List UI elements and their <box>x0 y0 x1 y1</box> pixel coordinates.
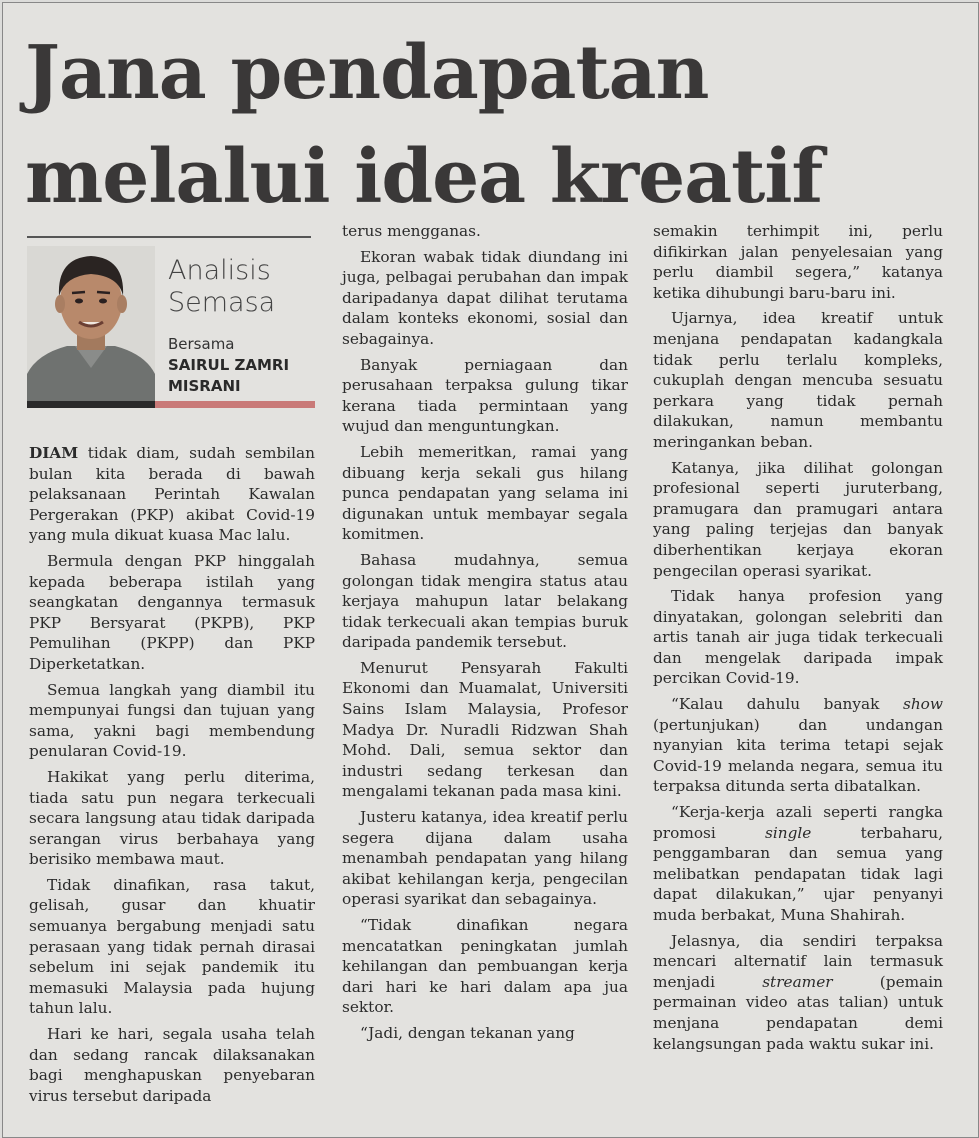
paragraph-text: Jelasnya, dia sendiri terpaksa mencari alternatif lain termasuk menjadi <box>653 931 943 991</box>
paragraph: Semua langkah yang diambil itu mempunyai fungsi dan tujuan yang sama, yakni bagi membendung penularan Covid-19. <box>29 680 315 761</box>
paragraph-text: “Kalau dahulu banyak <box>671 695 903 714</box>
byline-label: Bersama <box>168 335 235 353</box>
accent-bar <box>155 401 315 408</box>
column-title-line-2: Semasa <box>168 287 276 318</box>
paragraph-text: (pertunjukan) dan undangan nyanyian kita terima tetapi sejak Covid-19 melanda negara, semua itu terpaksa ditunda serta dibatalkan. <box>653 715 943 796</box>
paragraph: Lebih memeritkan, ramai yang dibuang kerja sekali gus hilang punca pendapatan yang selama ini digunakan untuk membayar segala komitmen. <box>342 442 628 544</box>
paragraph: semakin terhimpit ini, perlu difikirkan jalan penyelesaian yang perlu diambil segera,” katanya ketika dihubungi baru-baru ini. <box>653 222 943 302</box>
paragraph-text: (pemain permainan video atas talian) untuk menjana pendapatan demi kelangsungan pada waktu sukar ini. <box>653 972 943 1053</box>
paragraph: Banyak perniagaan dan perusahaan terpaksa gulung tikar kerana tiada permintaan yang wujud dan menguntungkan. <box>342 355 628 436</box>
headline-line-2: melalui idea kreatif <box>25 134 823 220</box>
paragraph: Bermula dengan PKP hinggalah kepada beberapa istilah yang seangkatan dengannya termasuk PKP Bersyarat (PKPB), PKP Pemulihan (PKPP) dan PKP Diperketatkan. <box>29 551 315 673</box>
paragraph: Bahasa mudahnya, semua golongan tidak mengira status atau kerjaya mahupun latar belakang tidak terkecuali akan tempias buruk daripada pandemik tersebut. <box>342 550 628 652</box>
paragraph: Hakikat yang perlu diterima, tiada satu pun negara terkecuali secara langsung atau tidak daripada serangan virus berbahaya yang berisiko membawa maut. <box>29 767 315 869</box>
paragraph <box>653 694 943 797</box>
paragraph: Menurut Pensyarah Fakulti Ekonomi dan Muamalat, Universiti Sains Islam Malaysia, Profesor Madya Dr. Nuradli Ridzwan Shah Mohd. Dali, semua sektor dan industri sedang terkesan dan mengalami tekanan pada masa kini. <box>342 658 628 801</box>
paragraph: Katanya, jika dilihat golongan profesional seperti juruterbang, pramugara dan pramugari antara yang paling terjejas dan banyak diberhentikan kerjaya ekoran pengecilan operasi syarikat. <box>653 458 943 580</box>
lead-word: DIAM <box>29 444 79 462</box>
italic-term: single <box>765 823 812 842</box>
photo-underline <box>27 401 155 408</box>
paragraph <box>29 443 315 546</box>
column-title-line-1: Analisis <box>168 255 271 286</box>
author-name <box>168 355 313 397</box>
paragraph <box>653 931 943 1055</box>
paragraph-text: terbaharu, penggambaran dan semua yang melibatkan pendapatan tidak lagi dapat dilakukan,” ujar penyanyi muda berbakat, Muna Shahirah. <box>653 823 943 924</box>
headline <box>25 21 955 229</box>
column-title <box>168 255 318 319</box>
paragraph: Tidak hanya profesion yang dinyatakan, golongan selebriti dan artis tanah air juga tidak terkecuali dan mengelak daripada impak percikan Covid-19. <box>653 587 943 688</box>
paragraph: Justeru katanya, idea kreatif perlu segera dijana dalam usaha menambah pendapatan yang hilang akibat kehilangan kerja, pengecilan operasi syarikat dan sebagainya. <box>342 808 628 909</box>
paragraph: Ekoran wabak tidak diundang ini juga, pelbagai perubahan dan impak daripadanya dapat dilihat terutama dalam konteks ekonomi, sosial dan sebagainya. <box>342 247 628 348</box>
author-name-line-2: MISRANI <box>168 377 241 395</box>
paragraph: terus mengganas. <box>342 222 481 240</box>
newspaper-page <box>2 2 979 1138</box>
article-column-1 <box>29 443 315 1111</box>
paragraph: Hari ke hari, segala usaha telah dan sedang rancak dilaksanakan bagi menghapuskan penyebaran virus tersebut daripada <box>29 1025 315 1105</box>
article-column-2 <box>342 221 628 1049</box>
column-header-rule <box>27 236 311 238</box>
paragraph: Tidak dinafikan, rasa takut, gelisah, gusar dan khuatir semuanya bergabung menjadi satu perasaan yang tidak pernah dirasai sebelum ini sejak pandemik itu memasuki Malaysia pada hujung tahun lalu. <box>29 875 315 1018</box>
italic-term: show <box>902 695 943 714</box>
article-column-3 <box>653 221 943 1059</box>
italic-term: streamer <box>762 972 833 991</box>
headline-line-1: Jana pendapatan <box>25 30 709 116</box>
paragraph <box>653 802 943 926</box>
author-photo <box>27 246 155 404</box>
paragraph: “Tidak dinafikan negara mencatatkan peningkatan jumlah kehilangan dan pembuangan kerja dari hari ke hari dalam apa jua sektor. <box>342 916 628 1017</box>
paragraph: Ujarnya, idea kreatif untuk menjana pendapatan kadangkala tidak perlu terlalu kompleks, cukuplah dengan mencuba sesuatu perkara yang tidak pernah dilakukan, namun membantu meringankan beban. <box>653 309 943 451</box>
paragraph-text: “Kerja-kerja azali seperti rangka promosi <box>653 803 943 842</box>
author-name-line-1: SAIRUL ZAMRI <box>168 356 290 374</box>
paragraph-text: tidak diam, sudah sembilan bulan kita berada di bawah pelaksanaan Perintah Kawalan Pergerakan (PKP) akibat Covid-19 yang mula dikuat kuasa Mac lalu. <box>29 444 315 545</box>
paragraph: “Jadi, dengan tekanan yang <box>360 1023 575 1042</box>
